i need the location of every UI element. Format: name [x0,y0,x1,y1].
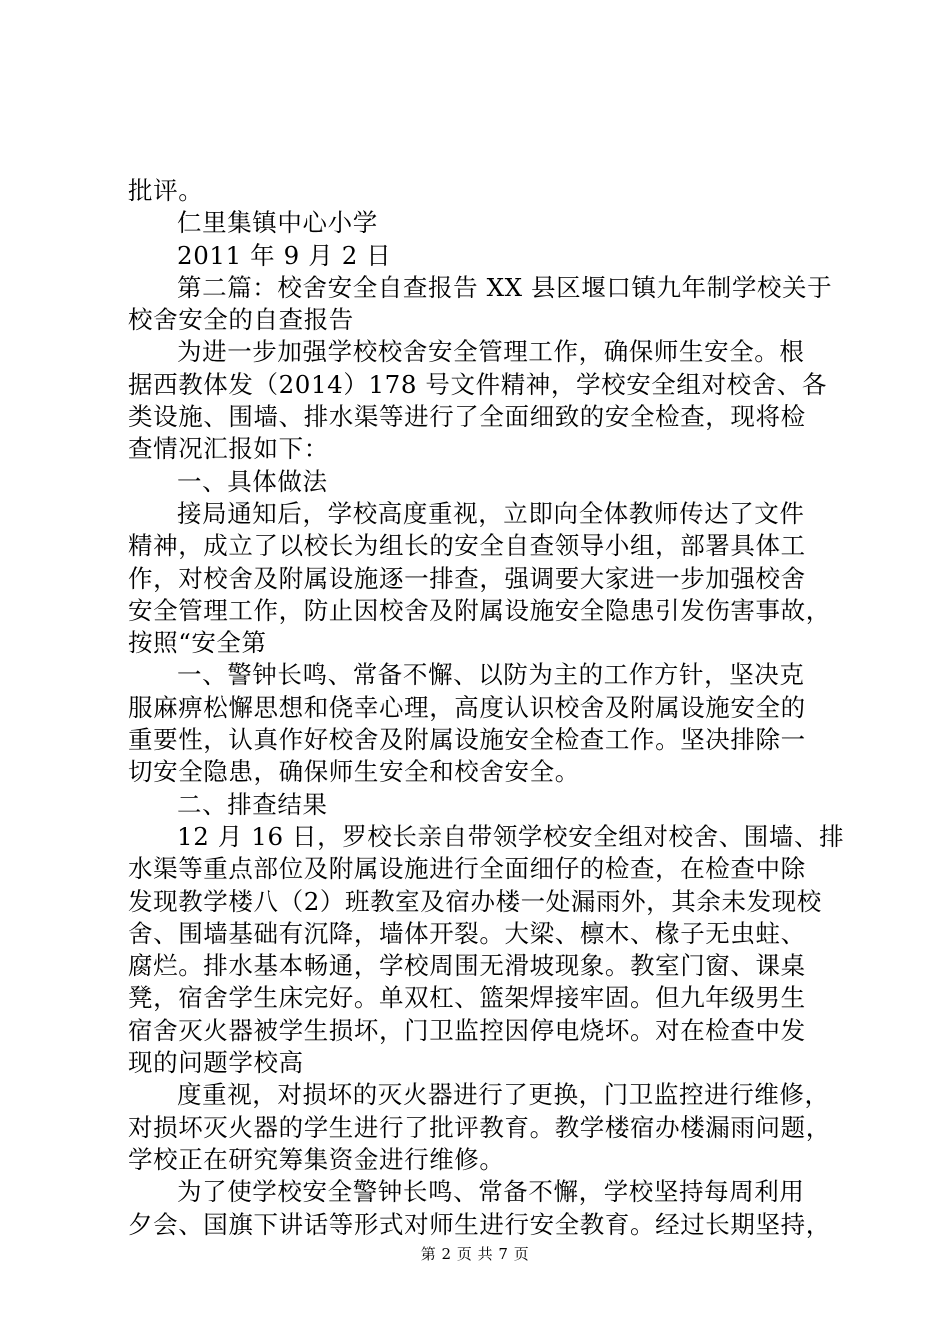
text-line: 为了使学校安全警钟长鸣、常备不懈，学校坚持每周利用 [177,1177,805,1207]
text-line: 为进一步加强学校校舍安全管理工作，确保师生安全。根 [177,337,805,367]
text-line: 腐烂。排水基本畅通，学校周围无滑坡现象。教室门窗、课桌 [128,951,806,981]
text-line: 一、警钟长鸣、常备不懈、以防为主的工作方针，坚决克 [177,660,805,690]
document-body [128,175,845,1241]
text-line: 现的问题学校高 [128,1048,304,1078]
text-line: 仁里集镇中心小学 [177,208,378,238]
text-line: 2011 年 9 月 2 日 [177,240,392,270]
text-line: 发现教学楼八（2）班教室及宿办楼一处漏雨外，其余未发现校 [128,886,822,916]
text-line: 学校正在研究筹集资金进行维修。 [128,1144,505,1174]
text-line: 12 月 16 日，罗校长亲自带领学校安全组对校舍、围墙、排 [177,821,845,851]
text-line: 宿舍灭火器被学生损坏，门卫监控因停电烧坏。对在检查中发 [128,1015,806,1045]
text-line: 精神，成立了以校长为组长的安全自查领导小组，部署具体工 [128,531,806,561]
text-line: 接局通知后，学校高度重视，立即向全体教师传达了文件 [177,498,805,528]
text-line: 二、排查结果 [177,789,328,819]
text-line: 第二篇：校舍安全自查报告 XX 县区堰口镇九年制学校关于 [177,272,833,302]
text-line: 安全管理工作，防止因校舍及附属设施安全隐患引发伤害事故， [128,595,831,625]
text-line: 舍、围墙基础有沉降，墙体开裂。大梁、檩木、椽子无虫蛀、 [128,918,806,948]
text-line: 校舍安全的自查报告 [128,305,354,335]
text-line: 服麻痹松懈思想和侥幸心理，高度认识校舍及附属设施安全的 [128,692,806,722]
text-line: 类设施、围墙、排水渠等进行了全面细致的安全检查，现将检 [128,402,806,432]
text-line: 凳，宿舍学生床完好。单双杠、篮架焊接牢固。但九年级男生 [128,983,806,1013]
text-line: 切安全隐患，确保师生安全和校舍安全。 [128,757,580,787]
page-footer: 第 2 页 共 7 页 [420,1245,530,1263]
text-line: 一、具体做法 [177,466,328,496]
text-line: 据西教体发（2014）178 号文件精神，学校安全组对校舍、各 [128,369,827,399]
text-line: 水渠等重点部位及附属设施进行全面细仔的检查，在检查中除 [128,854,806,884]
text-line: 批评。 [128,176,204,205]
text-line: 按照“安全第 [128,628,267,658]
text-line: 查情况汇报如下： [128,434,329,464]
text-line: 重要性，认真作好校舍及附属设施安全检查工作。坚决排除一 [128,725,806,755]
text-line: 作，对校舍及附属设施逐一排查，强调要大家进一步加强校舍 [128,563,806,593]
text-line: 对损坏灭火器的学生进行了批评教育。教学楼宿办楼漏雨问题， [128,1112,831,1142]
text-line: 夕会、国旗下讲话等形式对师生进行安全教育。经过长期坚持， [128,1209,831,1239]
text-line: 度重视，对损坏的灭火器进行了更换，门卫监控进行维修， [177,1080,830,1110]
